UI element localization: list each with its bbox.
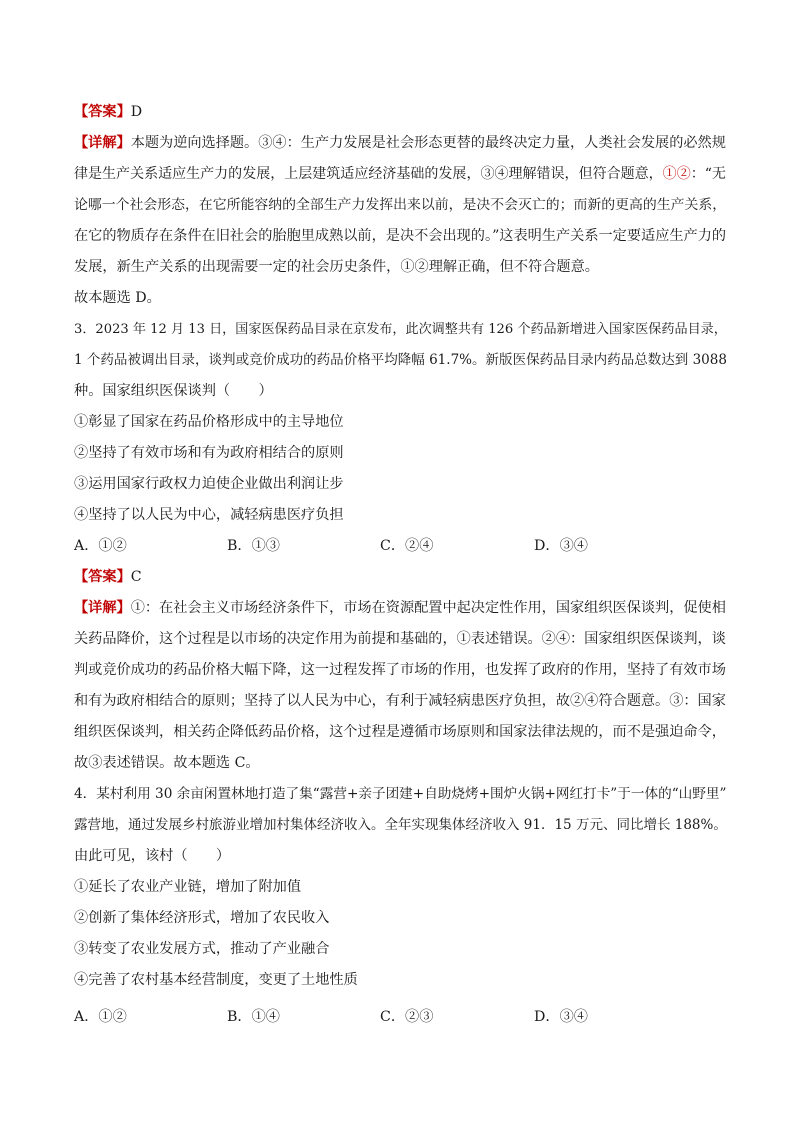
q2-answer-section: [74, 97, 726, 314]
answer-tag: 【答案】: [74, 569, 131, 585]
q4-item: ②创新了集体经济形式，增加了农民收入: [74, 910, 330, 926]
q3-option-d: D．③④: [534, 538, 588, 554]
q2-answer-line: [74, 97, 726, 128]
detail-tag: 【详解】: [74, 600, 131, 616]
q3-item: ③运用国家行政权力迫使企业做出利润让步: [74, 476, 344, 492]
q4-option-b: B．①④: [227, 1009, 280, 1025]
q3-answer-line: [74, 562, 726, 593]
q3-answer-section: [74, 562, 726, 779]
q3-options: [74, 531, 726, 562]
q2-detail-line-2: [74, 159, 726, 190]
q2-conclusion: 故本题选 D。: [74, 290, 161, 306]
q3-stem-line-2: 1 个药品被调出目录，谈判或竞价成功的药品价格平均降幅 61.7%。新版医保药品目录内药品总数达到 3088: [74, 352, 727, 368]
q3-option-b: B．①③: [227, 538, 280, 554]
q4-stem-line-1: 4．某村利用 30 余亩闲置林地打造了集“露营+亲子团建+自助烧烤+围炉火锅+网红打卡”于一体的“山野里”: [74, 786, 727, 802]
q3-detail-line-2: 关药品降价，这个过程是以市场的决定作用为前提和基础的，①表述错误。②④：国家组织医保谈判，谈: [74, 631, 726, 647]
q4-option-c: C．②③: [380, 1009, 434, 1025]
q3-detail-line-4: 和有为政府相结合的原则；坚持了以人民为中心，有利于减轻病患医疗负担，故②④符合题意。③：国家: [74, 693, 726, 709]
q4-item: ③转变了农业发展方式，推动了产业融合: [74, 941, 330, 957]
q4-stem-line-3: 由此可见，该村（ ）: [74, 848, 231, 864]
answer-tag: 【答案】: [74, 104, 131, 120]
q3-option-c: C．②④: [380, 538, 434, 554]
q4-options: [74, 1002, 726, 1033]
q2-detail-text-2-end: ：“无: [690, 166, 726, 182]
q4-option-d: D．③④: [534, 1009, 588, 1025]
q3-detail-line-6: 故③表述错误。故本题选 C。: [74, 755, 260, 771]
q2-detail-highlight: ①②: [662, 166, 691, 182]
q2-detail-line-3: 论哪一个社会形态，在它所能容纳的全部生产力发挥出来以前，是决不会灭亡的；而新的更高的生产关系，: [74, 197, 727, 213]
q3-stem: [74, 314, 726, 531]
q2-detail-text-1: 本题为逆向选择题。③④：生产力发展是社会形态更替的最终决定力量，人类社会发展的必然规: [130, 135, 726, 151]
q4-item: ①延长了农业产业链，增加了附加值: [74, 879, 302, 895]
q3-option-a: A．①②: [74, 538, 127, 554]
q4-stem-line-2: 露营地，通过发展乡村旅游业增加村集体经济收入。全年实现集体经济收入 91．15 万元、同比增长 188%。: [74, 817, 727, 833]
q3-stem-line-1: 3．2023 年 12 月 13 日，国家医保药品目录在京发布，此次调整共有 126 个药品新增进入国家医保药品目录，: [74, 322, 727, 337]
q3-detail-text-1: ①：在社会主义市场经济条件下，市场在资源配置中起决定性作用，国家组织医保谈判，促使相: [130, 600, 726, 616]
q4-item: ④完善了农村基本经营制度，变更了土地性质: [74, 972, 358, 988]
q3-detail-line-5: 组织医保谈判，相关药企降低药品价格，这个过程是遵循市场原则和国家法律法规的，而不是强迫命令，: [74, 724, 726, 740]
q2-answer-value: D: [130, 104, 143, 120]
q3-item: ①彰显了国家在药品价格形成中的主导地位: [74, 414, 344, 430]
q2-detail-line-4: 在它的物质存在条件在旧社会的胎胞里成熟以前，是决不会出现的。”这表明生产关系一定要适应生产力的: [74, 228, 727, 244]
q3-stem-line-3: 种。国家组织医保谈判（ ）: [74, 383, 273, 399]
q3-item: ②坚持了有效市场和有为政府相结合的原则: [74, 445, 344, 461]
q2-detail-text-2: 律是生产关系适应生产力的发展，上层建筑适应经济基础的发展，③④理解错误，但符合题意，: [74, 166, 663, 182]
q4-option-a: A．①②: [74, 1009, 127, 1025]
q3-detail-line-3: 判或竞价成功的药品价格大幅下降，这一过程发挥了市场的作用，也发挥了政府的作用，坚持了有效市场: [74, 662, 726, 678]
q3-answer-value: C: [130, 569, 142, 585]
q3-item: ④坚持了以人民为中心，减轻病患医疗负担: [74, 507, 344, 523]
q4-stem: [74, 779, 726, 996]
q2-detail-line-5: 发展，新生产关系的出现需要一定的社会历史条件，①②理解正确，但不符合题意。: [74, 259, 599, 275]
detail-tag: 【详解】: [74, 135, 131, 151]
q3-detail-line-1: [74, 593, 726, 624]
q2-detail-line-1: [74, 128, 726, 159]
